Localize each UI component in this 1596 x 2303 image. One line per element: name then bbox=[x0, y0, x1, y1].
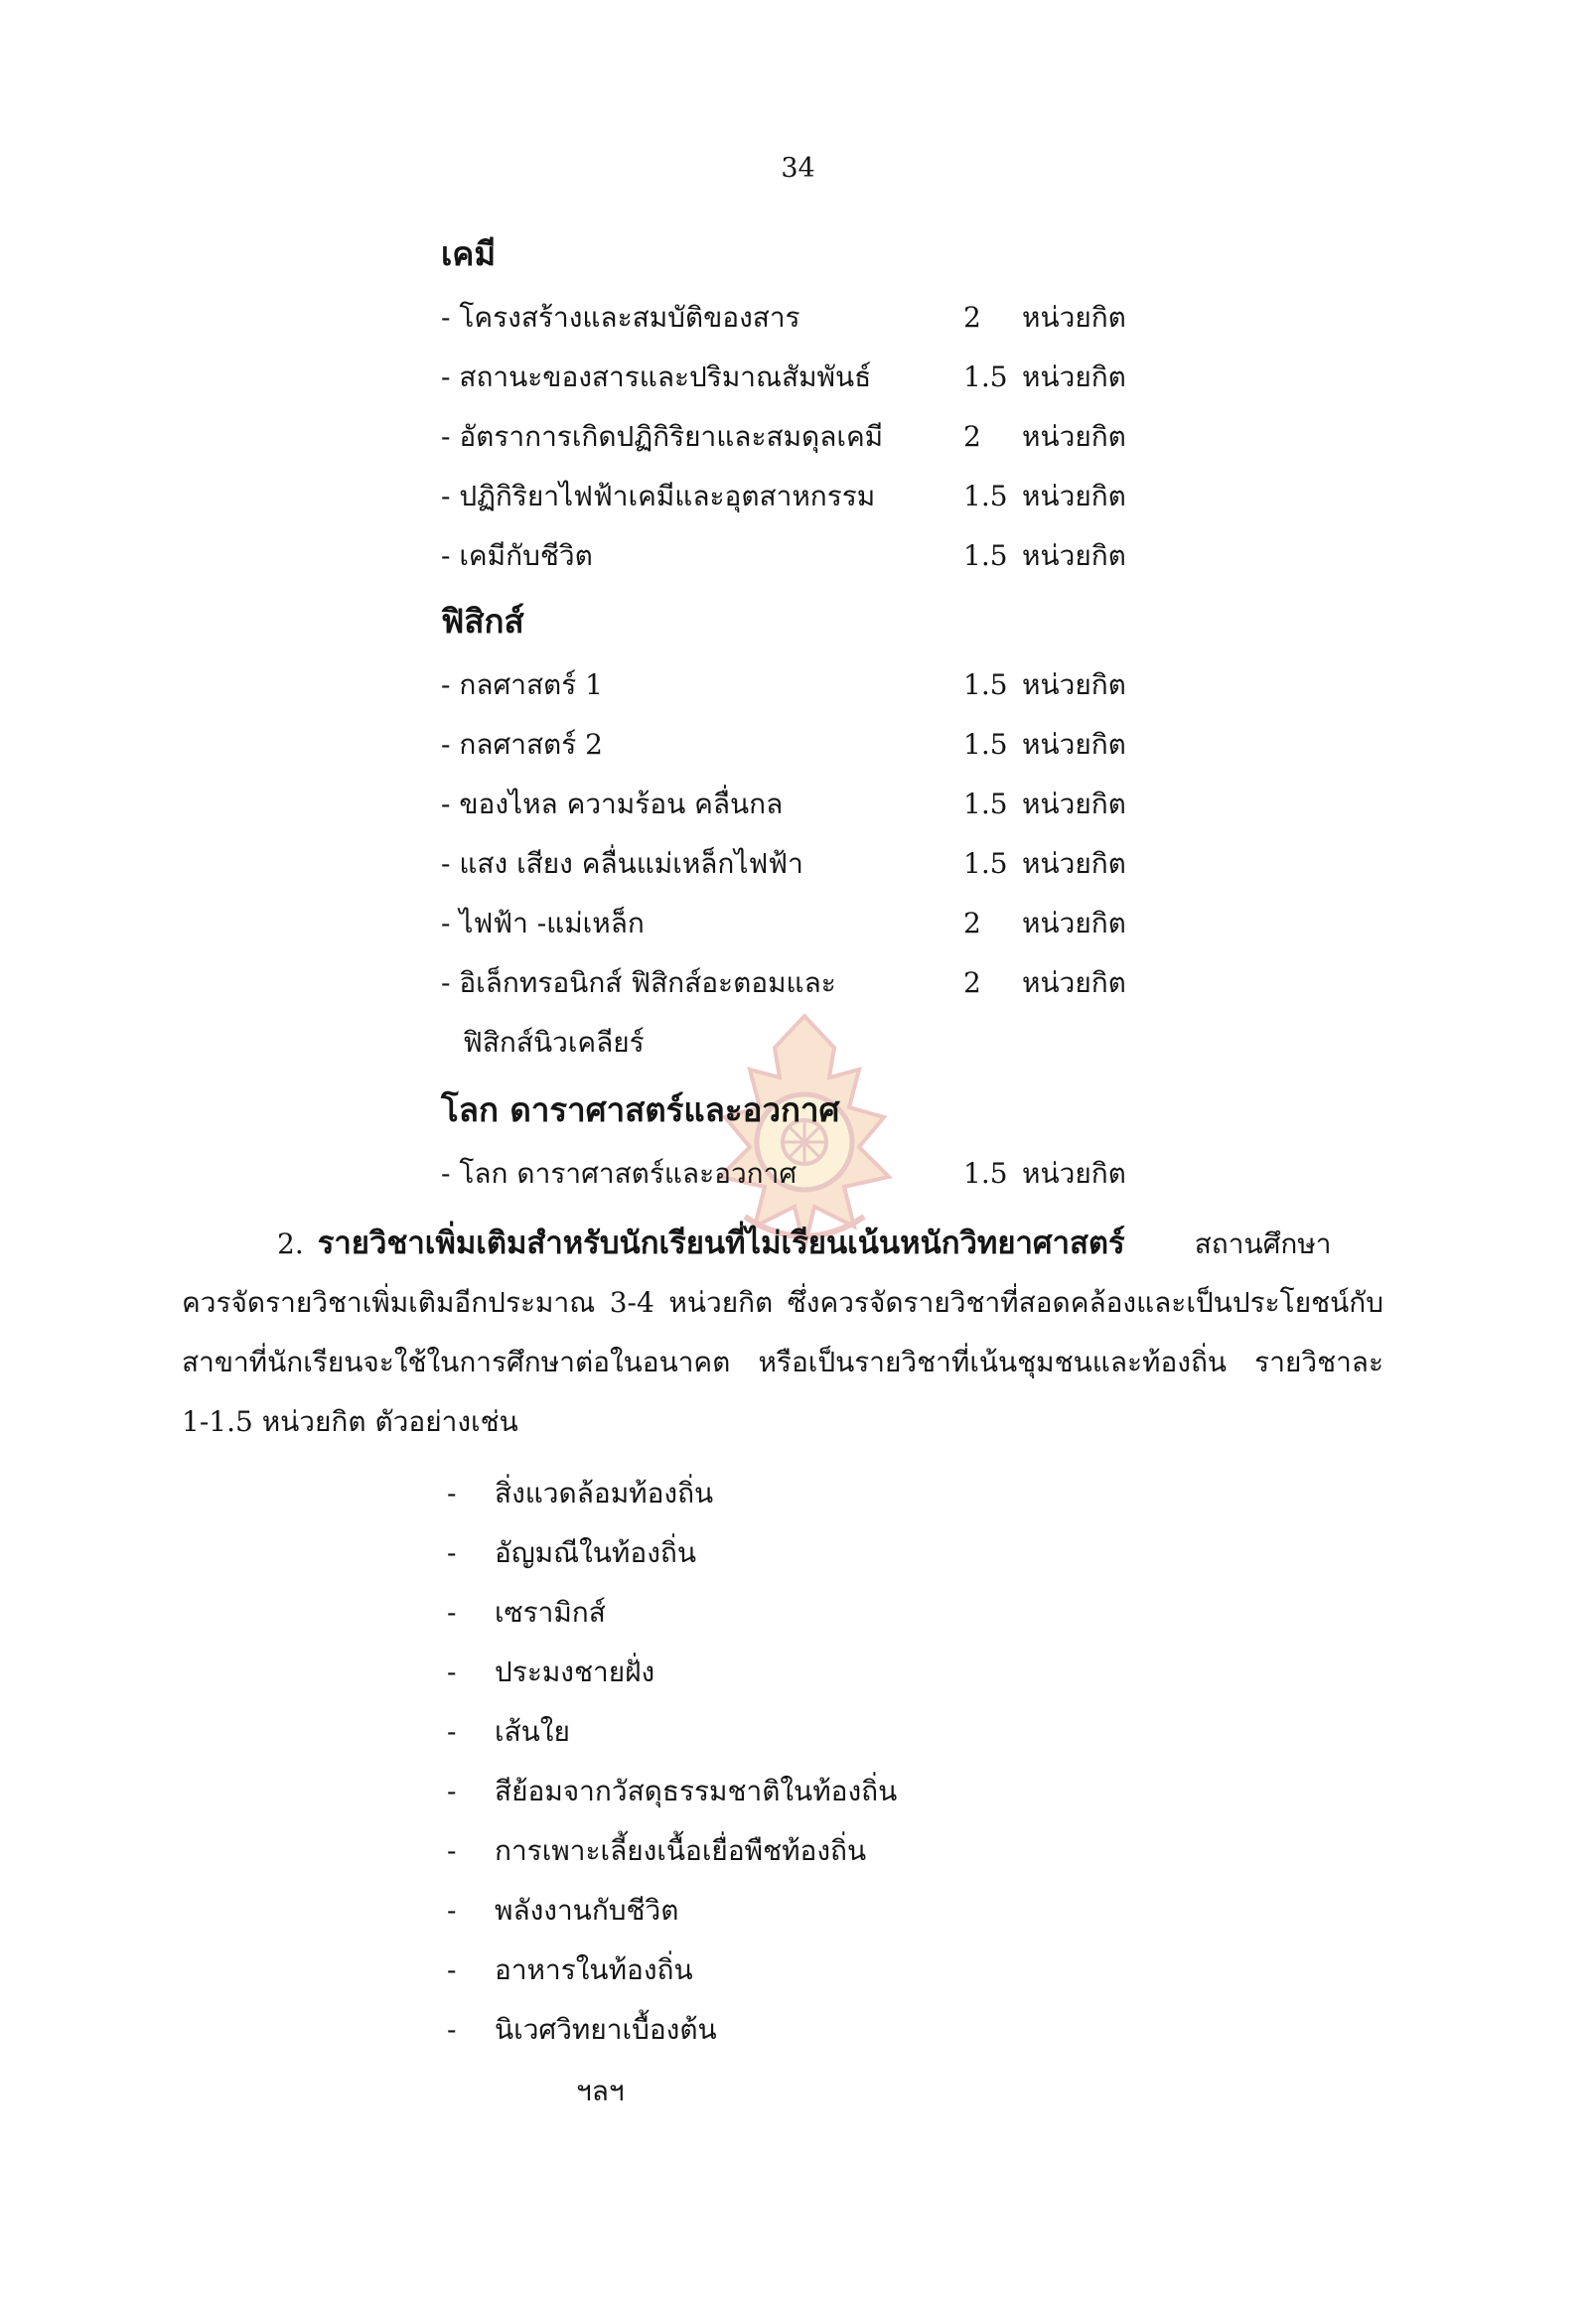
list-item-text: ประมงชายฝั่ง bbox=[495, 1655, 655, 1688]
course-item bbox=[441, 783, 1136, 826]
course-credit-unit: หน่วยกิต bbox=[1022, 539, 1126, 572]
course-credit-unit: หน่วยกิต bbox=[1022, 1157, 1126, 1190]
list-item bbox=[447, 1651, 654, 1694]
course-item bbox=[441, 663, 1136, 707]
course-credit-unit: หน่วยกิต bbox=[1022, 788, 1126, 820]
page-number: 34 bbox=[781, 153, 815, 184]
course-credit-unit: หน่วยกิต bbox=[1022, 360, 1126, 393]
course-credit: 1.5 bbox=[963, 668, 1008, 701]
list-item-text: สิ่งแวดล้อมท้องถิ่น bbox=[495, 1477, 714, 1510]
etc-mark: ฯลฯ bbox=[576, 2075, 625, 2107]
list-item-text: อาหารในท้องถิ่น bbox=[495, 1953, 693, 1986]
course-name: - แสง เสียง คลื่นแม่เหล็กไฟฟ้า bbox=[441, 847, 803, 880]
bullet-dash: - bbox=[447, 1477, 457, 1510]
course-credit: 1.5 bbox=[963, 788, 1008, 820]
list-item-text: สีย้อมจากวัสดุธรรมชาติในท้องถิ่น bbox=[495, 1775, 898, 1807]
bullet-dash: - bbox=[447, 1715, 457, 1748]
list-item-text: อัญมณีในท้องถิ่น bbox=[495, 1536, 696, 1569]
course-credit-unit: หน่วยกิต bbox=[1022, 907, 1126, 939]
list-item bbox=[447, 1948, 693, 1992]
bullet-dash: - bbox=[447, 1655, 457, 1688]
course-item bbox=[441, 356, 1136, 399]
course-item bbox=[441, 415, 1136, 459]
bullet-dash: - bbox=[447, 1536, 457, 1569]
course-name: - ปฏิกิริยาไฟฟ้าเคมีและอุตสาหกรรม bbox=[441, 480, 876, 512]
course-item bbox=[441, 475, 1136, 518]
paragraph-line-4: 1-1.5 หน่วยกิต ตัวอย่างเช่น bbox=[182, 1405, 518, 1438]
list-item-text: นิเวศวิทยาเบื้องต้น bbox=[495, 2013, 717, 2046]
course-name: - ไฟฟ้า -แม่เหล็ก bbox=[441, 907, 645, 939]
list-item bbox=[447, 1770, 897, 1813]
paragraph-title: รายวิชาเพิ่มเติมสำหรับนักเรียนที่ไม่เรียนเน้นหนักวิทยาศาสตร์ bbox=[317, 1225, 1125, 1261]
paragraph-line-2: ควรจัดรายวิชาเพิ่มเติมอีกประมาณ 3-4 หน่วยกิต ซึ่งควรจัดรายวิชาที่สอดคล้องและเป็นประโยชน์กับ bbox=[182, 1286, 1383, 1319]
course-item bbox=[441, 1152, 1136, 1196]
bullet-dash: - bbox=[447, 1775, 457, 1807]
course-name: - เคมีกับชีวิต bbox=[441, 539, 593, 572]
course-item bbox=[441, 296, 1136, 340]
bullet-dash: - bbox=[447, 2013, 457, 2046]
list-item-text: การเพาะเลี้ยงเนื้อเยื่อพืชท้องถิ่น bbox=[495, 1834, 867, 1867]
course-credit: 2 bbox=[963, 966, 981, 999]
course-credit-unit: หน่วยกิต bbox=[1022, 480, 1126, 512]
course-name: - ของไหล ความร้อน คลื่นกล bbox=[441, 788, 784, 820]
list-item bbox=[447, 2008, 717, 2052]
course-name: - อัตราการเกิดปฏิกิริยาและสมดุลเคมี bbox=[441, 420, 884, 453]
course-credit: 1.5 bbox=[963, 539, 1008, 572]
course-item bbox=[441, 902, 1136, 945]
course-credit: 1.5 bbox=[963, 1157, 1008, 1190]
course-credit-unit: หน่วยกิต bbox=[1022, 301, 1126, 334]
list-item bbox=[447, 1472, 713, 1515]
course-item-continuation bbox=[441, 1021, 1136, 1065]
course-name: - โลก ดาราศาสตร์และอวกาศ bbox=[441, 1157, 798, 1190]
bullet-dash: - bbox=[447, 1596, 457, 1629]
bullet-dash: - bbox=[447, 1953, 457, 1986]
paragraph-line-3: สาขาที่นักเรียนจะใช้ในการศึกษาต่อในอนาคต หรือเป็นรายวิชาที่เน้นชุมชนและท้องถิ่น รายวิชาละ bbox=[182, 1346, 1383, 1378]
course-credit-unit: หน่วยกิต bbox=[1022, 966, 1126, 999]
course-credit: 2 bbox=[963, 301, 981, 334]
section-heading-chemistry: เคมี bbox=[441, 234, 497, 273]
course-item bbox=[441, 961, 1136, 1005]
list-item bbox=[447, 1591, 606, 1635]
paragraph-number: 2. bbox=[277, 1227, 304, 1260]
list-item bbox=[447, 1829, 866, 1873]
course-name: - โครงสร้างและสมบัติของสาร bbox=[441, 301, 800, 334]
course-item bbox=[441, 842, 1136, 886]
list-item bbox=[447, 1531, 696, 1575]
bullet-dash: - bbox=[447, 1894, 457, 1927]
course-credit: 1.5 bbox=[963, 480, 1008, 512]
course-credit: 1.5 bbox=[963, 728, 1008, 761]
course-credit-unit: หน่วยกิต bbox=[1022, 420, 1126, 453]
list-item-text: พลังงานกับชีวิต bbox=[495, 1894, 679, 1927]
list-item-text: เซรามิกส์ bbox=[495, 1596, 606, 1629]
course-credit: 1.5 bbox=[963, 847, 1008, 880]
course-name: - กลศาสตร์ 2 bbox=[441, 728, 603, 761]
course-name: - อิเล็กทรอนิกส์ ฟิสิกส์อะตอมและ bbox=[441, 966, 836, 999]
list-item bbox=[447, 1710, 570, 1754]
course-name: ฟิสิกส์นิวเคลียร์ bbox=[463, 1026, 645, 1059]
course-name: - สถานะของสารและปริมาณสัมพันธ์ bbox=[441, 360, 872, 393]
list-item bbox=[447, 1889, 678, 1933]
course-credit-unit: หน่วยกิต bbox=[1022, 847, 1126, 880]
course-credit: 2 bbox=[963, 907, 981, 939]
course-credit-unit: หน่วยกิต bbox=[1022, 728, 1126, 761]
course-credit: 1.5 bbox=[963, 360, 1008, 393]
course-credit-unit: หน่วยกิต bbox=[1022, 668, 1126, 701]
section-heading-physics: ฟิสิกส์ bbox=[441, 602, 524, 641]
paragraph-line-1 bbox=[182, 1222, 1383, 1266]
bullet-dash: - bbox=[447, 1834, 457, 1867]
course-item bbox=[441, 534, 1136, 578]
list-item-text: เส้นใย bbox=[495, 1715, 570, 1748]
course-item bbox=[441, 723, 1136, 767]
paragraph-line-1-rest: สถานศึกษา bbox=[1194, 1227, 1332, 1260]
course-name: - กลศาสตร์ 1 bbox=[441, 668, 603, 701]
section-heading-earth-space: โลก ดาราศาสตร์และอวกาศ bbox=[441, 1090, 840, 1129]
course-credit: 2 bbox=[963, 420, 981, 453]
